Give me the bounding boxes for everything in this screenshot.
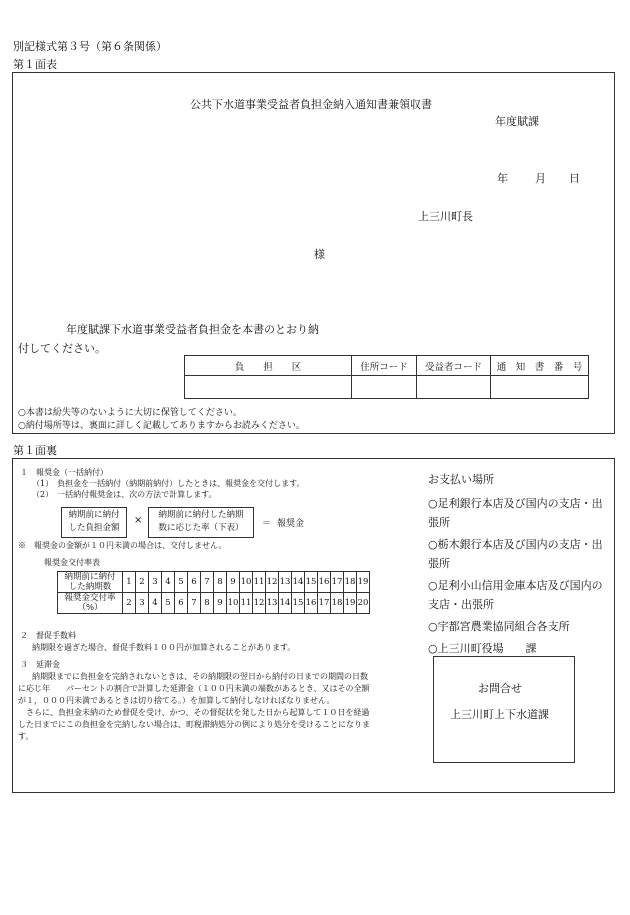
s3-line6: す。 [18, 732, 34, 741]
rate-periods-cell: 16 [318, 572, 331, 593]
rate-percent-cell: 16 [305, 593, 318, 614]
date-day: 日 [569, 172, 580, 185]
issuer: 上三川町長 [418, 210, 473, 223]
payment-place-3b: 支店・出張所 [428, 598, 494, 611]
formula-equals: ＝ [262, 519, 272, 529]
rate-percent-cell: 15 [292, 593, 305, 614]
rate-periods-cell: 13 [279, 572, 292, 593]
rate-percent-cell: 20 [357, 593, 370, 614]
rate-periods-cell: 1 [123, 572, 136, 593]
rate-periods-cell: 19 [357, 572, 370, 593]
value-address-code [352, 376, 417, 399]
s3-line2: に応じ年 パーセントの割合で計算した延滞金（１００円未満の端数があるとき、又はその全額 [18, 684, 370, 693]
s3-line3: が１，０００円未満であるときは切り捨てる。）を加算して納付しなければなりません。 [18, 696, 335, 705]
s3-line5: した日までにこの負担金を完納しない場合は、町税滞納処分の例により処分を受けることになりま [18, 720, 370, 729]
rate-percent-cell: 19 [344, 593, 357, 614]
note-2: ○納付場所等は、裏面に詳しく記載してありますからお読みください。 [18, 421, 305, 431]
s3-line4: さらに、負担金未納のため督促を受け、かつ、その督促状を発した日から起算して１０日を経過 [26, 708, 370, 717]
rate-periods-cell: 10 [240, 572, 253, 593]
s1-note: ※ 報奨金の金額が１０円未満の場合は、交付しません。 [18, 541, 227, 550]
formula-times: × [134, 515, 143, 526]
s3-line1: 納期限までに負担金を完納されないときは、その納期限の翌日から納付の日までの期間の日数 [32, 672, 368, 681]
s1-title: １ 報奨金（一括納付） [20, 468, 108, 477]
value-notice-number [491, 376, 589, 399]
rate-periods-cell: 8 [214, 572, 227, 593]
s2-title: ２ 督促手数料 [20, 631, 76, 640]
rate-periods-cell: 11 [253, 572, 266, 593]
rate-periods-cell: 7 [201, 572, 214, 593]
value-beneficiary-code [417, 376, 491, 399]
rate-periods-cell: 4 [162, 572, 175, 593]
formula-result: 報奨金 [277, 519, 305, 529]
rate-periods-cell: 14 [292, 572, 305, 593]
rate-percent-cell: 8 [201, 593, 214, 614]
rate-periods-cell: 15 [305, 572, 318, 593]
contact-name: 上三川町上下水道課 [450, 708, 549, 721]
body-line2: 付してください。 [18, 342, 106, 355]
note-1: ○本書は紛失等のないように大切に保管してください。 [18, 408, 242, 418]
rate-percent-cell: 17 [318, 593, 331, 614]
date-year: 年 [497, 172, 508, 185]
rate-row2-label: 報奨金交付率 （%） [58, 593, 123, 614]
rate-percent-cell: 18 [331, 593, 344, 614]
rate-percent-cell: 4 [149, 593, 162, 614]
rate-percent-cell: 9 [214, 593, 227, 614]
rate-percent-cell: 10 [227, 593, 240, 614]
rate-percent-cell: 14 [279, 593, 292, 614]
payment-place-4: ○宇都宮農業協同組合各支所 [428, 620, 570, 633]
front-title: 公共下水道事業受益者負担金納入通知書兼領収書 [190, 98, 432, 111]
fiscal-year-section: 年度賦課 [495, 115, 539, 128]
s3-title: ３ 延滞金 [20, 660, 60, 669]
payment-place-2b: 張所 [428, 557, 450, 570]
formula-box-rate: 納期前に納付した納期 数に応じた率（下表） [148, 507, 254, 538]
formula-box-paid-amount: 納期前に納付 した負担金額 [61, 507, 127, 538]
header-address-code: 住所コード [352, 356, 417, 376]
rate-periods-cell: 18 [344, 572, 357, 593]
date-month: 月 [535, 172, 546, 185]
side-front-label: 第１面表 [13, 58, 57, 71]
rate-percent-cell: 2 [123, 593, 136, 614]
header-burden-district: 負 担 区 [185, 356, 352, 376]
side-back-label: 第１面裏 [13, 444, 57, 457]
rate-periods-cell: 5 [175, 572, 188, 593]
rate-periods-cell: 17 [331, 572, 344, 593]
payment-place-5: ○上三川町役場 課 [428, 642, 537, 655]
s1-item2: （2） 一括納付報奨金は、次の方法で計算します。 [32, 490, 217, 499]
rate-table [57, 571, 370, 614]
rate-percent-cell: 6 [175, 593, 188, 614]
payment-place-2: ○栃木銀行本店及び国内の支店・出 [428, 538, 603, 551]
rate-periods-cell: 3 [149, 572, 162, 593]
rate-periods-cell: 12 [266, 572, 279, 593]
contact-title: お問合せ [478, 682, 522, 695]
rate-percent-cell: 5 [162, 593, 175, 614]
rate-percent-cell: 11 [240, 593, 253, 614]
rate-percent-cell: 7 [188, 593, 201, 614]
rate-percent-cell: 13 [266, 593, 279, 614]
payment-place-1: ○足利銀行本店及び国内の支店・出 [428, 497, 603, 510]
notice-table [184, 355, 589, 399]
rate-table-title: 報奨金交付率表 [44, 558, 100, 567]
rate-periods-cell: 6 [188, 572, 201, 593]
form-id: 別記様式第３号（第６条関係） [13, 40, 167, 53]
value-burden-district [185, 376, 352, 399]
s1-item1: （1） 負担金を一括納付（納期前納付）したときは、報奨金を交付します。 [32, 479, 305, 488]
header-notice-number: 通 知 書 番 号 [491, 356, 589, 376]
rate-row1-label: 納期前に納付 した納期数 [58, 572, 123, 593]
payment-title: お支払い場所 [428, 473, 494, 486]
header-beneficiary-code: 受益者コード [417, 356, 491, 376]
rate-percent-cell: 12 [253, 593, 266, 614]
body-line1: 年度賦課下水道事業受益者負担金を本書のとおり納 [66, 323, 319, 336]
rate-percent-cell: 3 [136, 593, 149, 614]
honorific: 様 [314, 248, 325, 261]
s2-text: 納期限を過ぎた場合、督促手数料１００円が加算されることがあります。 [32, 643, 296, 652]
rate-periods-cell: 2 [136, 572, 149, 593]
payment-place-1b: 張所 [428, 516, 450, 529]
payment-place-3: ○足利小山信用金庫本店及び国内の [428, 579, 603, 592]
rate-periods-cell: 9 [227, 572, 240, 593]
